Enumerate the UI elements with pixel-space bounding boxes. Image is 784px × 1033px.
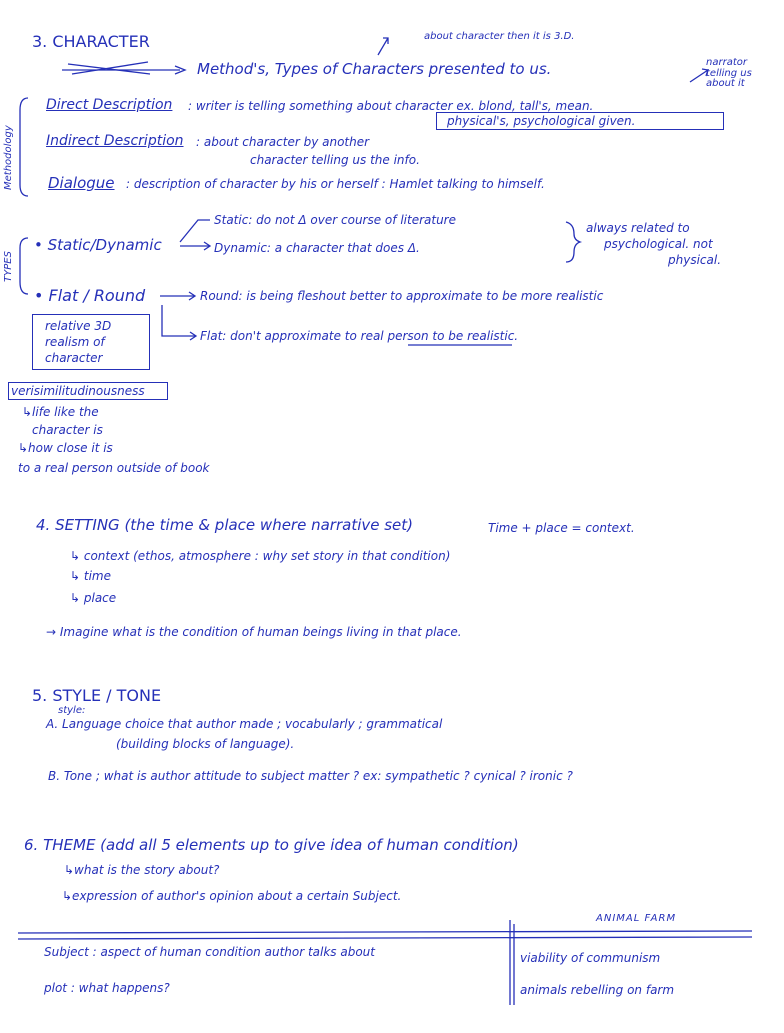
dialogue-text: : description of character by his or herself : Hamlet talking to himself.: [126, 177, 545, 191]
style-sub-label: style:: [58, 705, 86, 716]
how-close-line: ↳how close it is: [18, 441, 113, 455]
round-definition: Round: is being fleshout better to approximate to be more realistic: [200, 289, 604, 303]
methods-line: Method's, Types of Characters presented to us.: [197, 60, 552, 78]
animal-farm-plot: animals rebelling on farm: [520, 983, 675, 997]
psych-note-2: psychological. not: [604, 237, 713, 251]
dynamic-definition: Dynamic: a character that does Δ.: [214, 241, 420, 255]
animal-farm-heading: ANIMAL FARM: [596, 913, 677, 924]
dialogue-label: Dialogue: [48, 174, 115, 192]
verisimilitude-box: [8, 382, 168, 400]
life-like-line-2: character is: [32, 423, 103, 437]
theme-expression-line: ↳expression of author's opinion about a certain Subject.: [62, 889, 402, 903]
theme-heading: 6. THEME (add all 5 elements up to give idea of human condition): [24, 836, 519, 854]
methodology-side-label: Methodology: [3, 125, 14, 190]
time-place-context: Time + place = context.: [488, 521, 635, 535]
subject-definition: Subject : aspect of human condition author talks about: [44, 945, 375, 959]
indirect-description-label: Indirect Description: [46, 133, 184, 149]
time-line: ↳ time: [70, 569, 111, 583]
realism-box-line-3: character: [45, 351, 103, 365]
psych-note-3: physical.: [668, 253, 722, 267]
place-line: ↳ place: [70, 591, 117, 605]
types-side-label: TYPES: [3, 251, 14, 282]
realism-box: [32, 314, 150, 370]
life-like-line-1: ↳life like the: [22, 405, 99, 419]
indirect-description-text: : about character by another: [196, 135, 370, 149]
indirect-description-text-2: character telling us the info.: [250, 153, 420, 167]
psych-note-1: always related to: [586, 221, 690, 235]
animal-farm-subject: viability of communism: [520, 951, 661, 965]
static-definition: Static: do not Δ over course of literature: [214, 213, 456, 227]
theme-question-line: ↳what is the story about?: [64, 863, 220, 877]
setting-heading: 4. SETTING (the time & place where narrative set): [36, 516, 414, 534]
plot-definition: plot : what happens?: [44, 981, 170, 995]
imagine-line: → Imagine what is the condition of human beings living in that place.: [46, 625, 462, 639]
tone-line: B. Tone ; what is author attitude to subject matter ? ex: sympathetic ? cynical ? ironic ?: [48, 769, 573, 783]
realism-box-line-1: relative 3D: [45, 319, 112, 333]
direct-description-text: : writer is telling something about character ex. blond, tall's, mean.: [188, 99, 594, 113]
context-line: ↳ context (ethos, atmosphere : why set story in that condition): [70, 549, 451, 563]
language-choice-line: A. Language choice that author made ; vocabularly ; grammatical: [46, 717, 443, 731]
building-blocks-line: (building blocks of language).: [116, 737, 295, 751]
narrator-note: narrator telling us about it: [706, 57, 752, 89]
physical-box: [436, 112, 724, 130]
flat-definition: Flat: don't approximate to real person to be realistic.: [200, 329, 519, 343]
character-top-note: about character then it is 3.D.: [424, 31, 575, 42]
flat-round-label: • Flat / Round: [34, 286, 146, 305]
character-heading: 3. CHARACTER: [32, 32, 150, 51]
physical-box-text: physical's, psychological given.: [447, 114, 636, 128]
real-person-line: to a real person outside of book: [18, 461, 210, 475]
realism-box-line-2: realism of: [45, 335, 105, 349]
direct-description-label: Direct Description: [46, 97, 173, 113]
style-tone-heading: 5. STYLE / TONE: [32, 686, 162, 705]
verisimilitude-text: verisimilitudinousness: [11, 384, 145, 398]
static-dynamic-label: • Static/Dynamic: [34, 236, 162, 254]
